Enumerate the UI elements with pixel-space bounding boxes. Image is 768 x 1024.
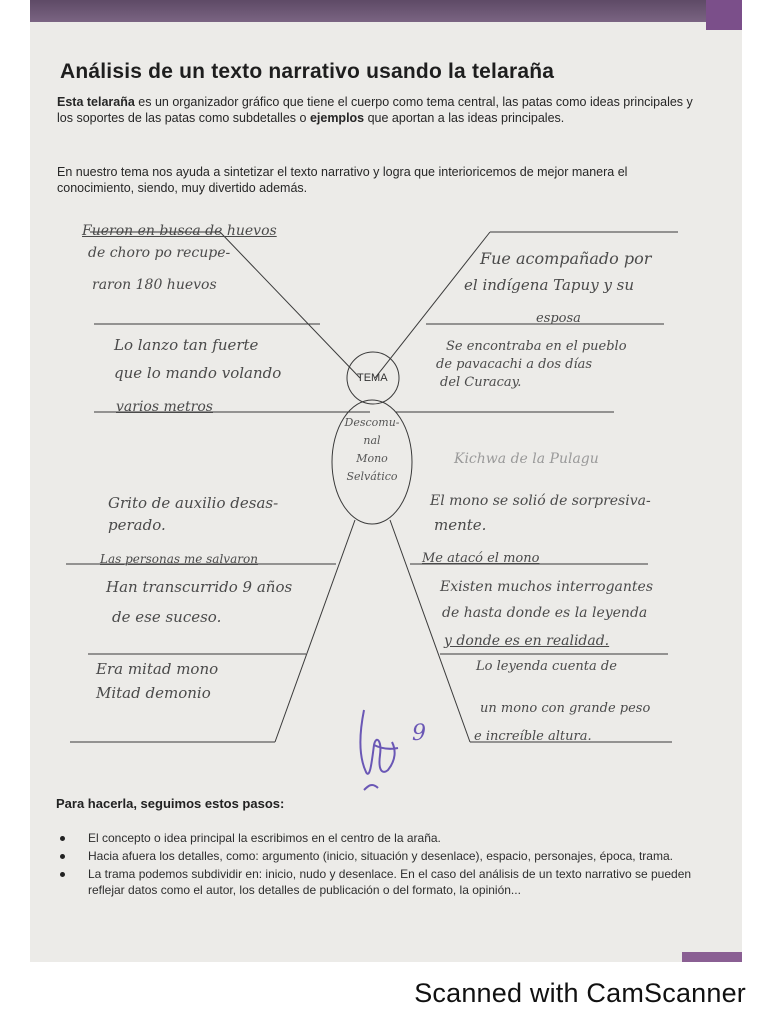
teacher-signature (352, 700, 442, 800)
handwritten-text: El mono se solió de sorpresiva- (430, 493, 651, 509)
intro-bold-lead: Esta telaraña (57, 95, 135, 109)
handwritten-text: Fueron en busca de huevos (82, 223, 277, 239)
worksheet-page (30, 0, 742, 962)
list-item (56, 866, 696, 898)
step-text: La trama podemos subdividir en: inicio, nudo y desenlace. En el caso del análisis de un texto narrativo se pueden reflejar datos como el autor, los detalles de publicación o del formato, la opinión... (88, 867, 692, 897)
handwritten-text: un mono con grande peso (480, 701, 651, 716)
page-title: Análisis de un texto narrativo usando la telaraña (60, 60, 555, 83)
list-item (56, 830, 696, 846)
handwritten-text: Han transcurrido 9 años (106, 578, 293, 596)
scanner-watermark: Scanned with CamScanner (414, 978, 746, 1008)
intro-text-b: que aportan a las ideas principales. (364, 111, 565, 125)
handwritten-text: de choro po recupe- (88, 245, 231, 261)
handwritten-text: Lo leyenda cuenta de (476, 659, 617, 674)
steps-list (56, 830, 696, 900)
body-line: Mono (356, 452, 388, 465)
body-line: nal (363, 434, 381, 447)
handwritten-text: Existen muchos interrogantes (440, 579, 654, 595)
handwritten-text: del Curacay. (440, 375, 522, 390)
handwritten-text: Era mitad mono (96, 660, 219, 678)
handwritten-text-faint: Kichwa de la Pulagu (454, 451, 599, 467)
handwritten-text: que lo mando volando (114, 364, 282, 382)
handwritten-text: perado. (108, 516, 166, 534)
bullet-icon (60, 872, 65, 877)
handwritten-text: Grito de auxilio desas- (108, 494, 279, 512)
grade-mark: 9 (412, 721, 426, 746)
tema-label: TEMA (357, 372, 388, 384)
steps-title: Para hacerla, seguimos estos pasos: (56, 796, 285, 811)
handwritten-text: esposa (536, 311, 581, 326)
handwritten-text: de hasta donde es la leyenda (442, 605, 648, 621)
intro-paragraph-2: En nuestro tema nos ayuda a sintetizar el texto narrativo y logra que interioricemos de mejor manera el conocimiento, siendo, muy divertido además. (57, 165, 628, 195)
handwritten-text: Las personas me salvaron (100, 552, 258, 566)
body-line: Descomu- (344, 416, 400, 429)
handwritten-text: varios metros (116, 399, 213, 415)
handwritten-text: raron 180 huevos (92, 277, 217, 293)
bullet-icon (60, 836, 65, 841)
leg-lower-left (275, 520, 355, 742)
handwritten-text: mente. (434, 516, 487, 534)
leg-upper-left (220, 232, 360, 378)
body-line: Selvático (346, 470, 398, 483)
intro-bold-mid: ejemplos (309, 111, 365, 125)
handwritten-text: y donde es en realidad. (444, 633, 610, 649)
step-text: Hacia afuera los detalles, como: argumento (inicio, situación y desenlace), espacio, personajes, época, trama. (88, 849, 673, 863)
intro-text-a: es un organizador gráfico que tiene el cuerpo como tema central, las patas como ideas principales y los soportes de las patas como subdetalles o (57, 95, 693, 125)
handwritten-text: Fue acompañado por (480, 249, 652, 268)
handwritten-text: Mitad demonio (96, 684, 211, 702)
handwritten-text: de ese suceso. (112, 608, 222, 626)
handwritten-text: el indígena Tapuy y su (464, 276, 635, 294)
handwritten-text: de pavacachi a dos días (436, 357, 593, 372)
handwritten-text: Me atacó el mono (422, 551, 540, 566)
bullet-icon (60, 854, 65, 859)
footer-band (682, 952, 742, 962)
step-text: El concepto o idea principal la escribimos en el centro de la araña. (88, 831, 441, 845)
list-item (56, 848, 696, 864)
handwritten-text: e increíble altura. (474, 729, 592, 744)
handwritten-text: Lo lanzo tan fuerte (114, 336, 259, 354)
body-text (336, 414, 408, 486)
handwritten-text: Se encontraba en el pueblo (446, 339, 627, 354)
